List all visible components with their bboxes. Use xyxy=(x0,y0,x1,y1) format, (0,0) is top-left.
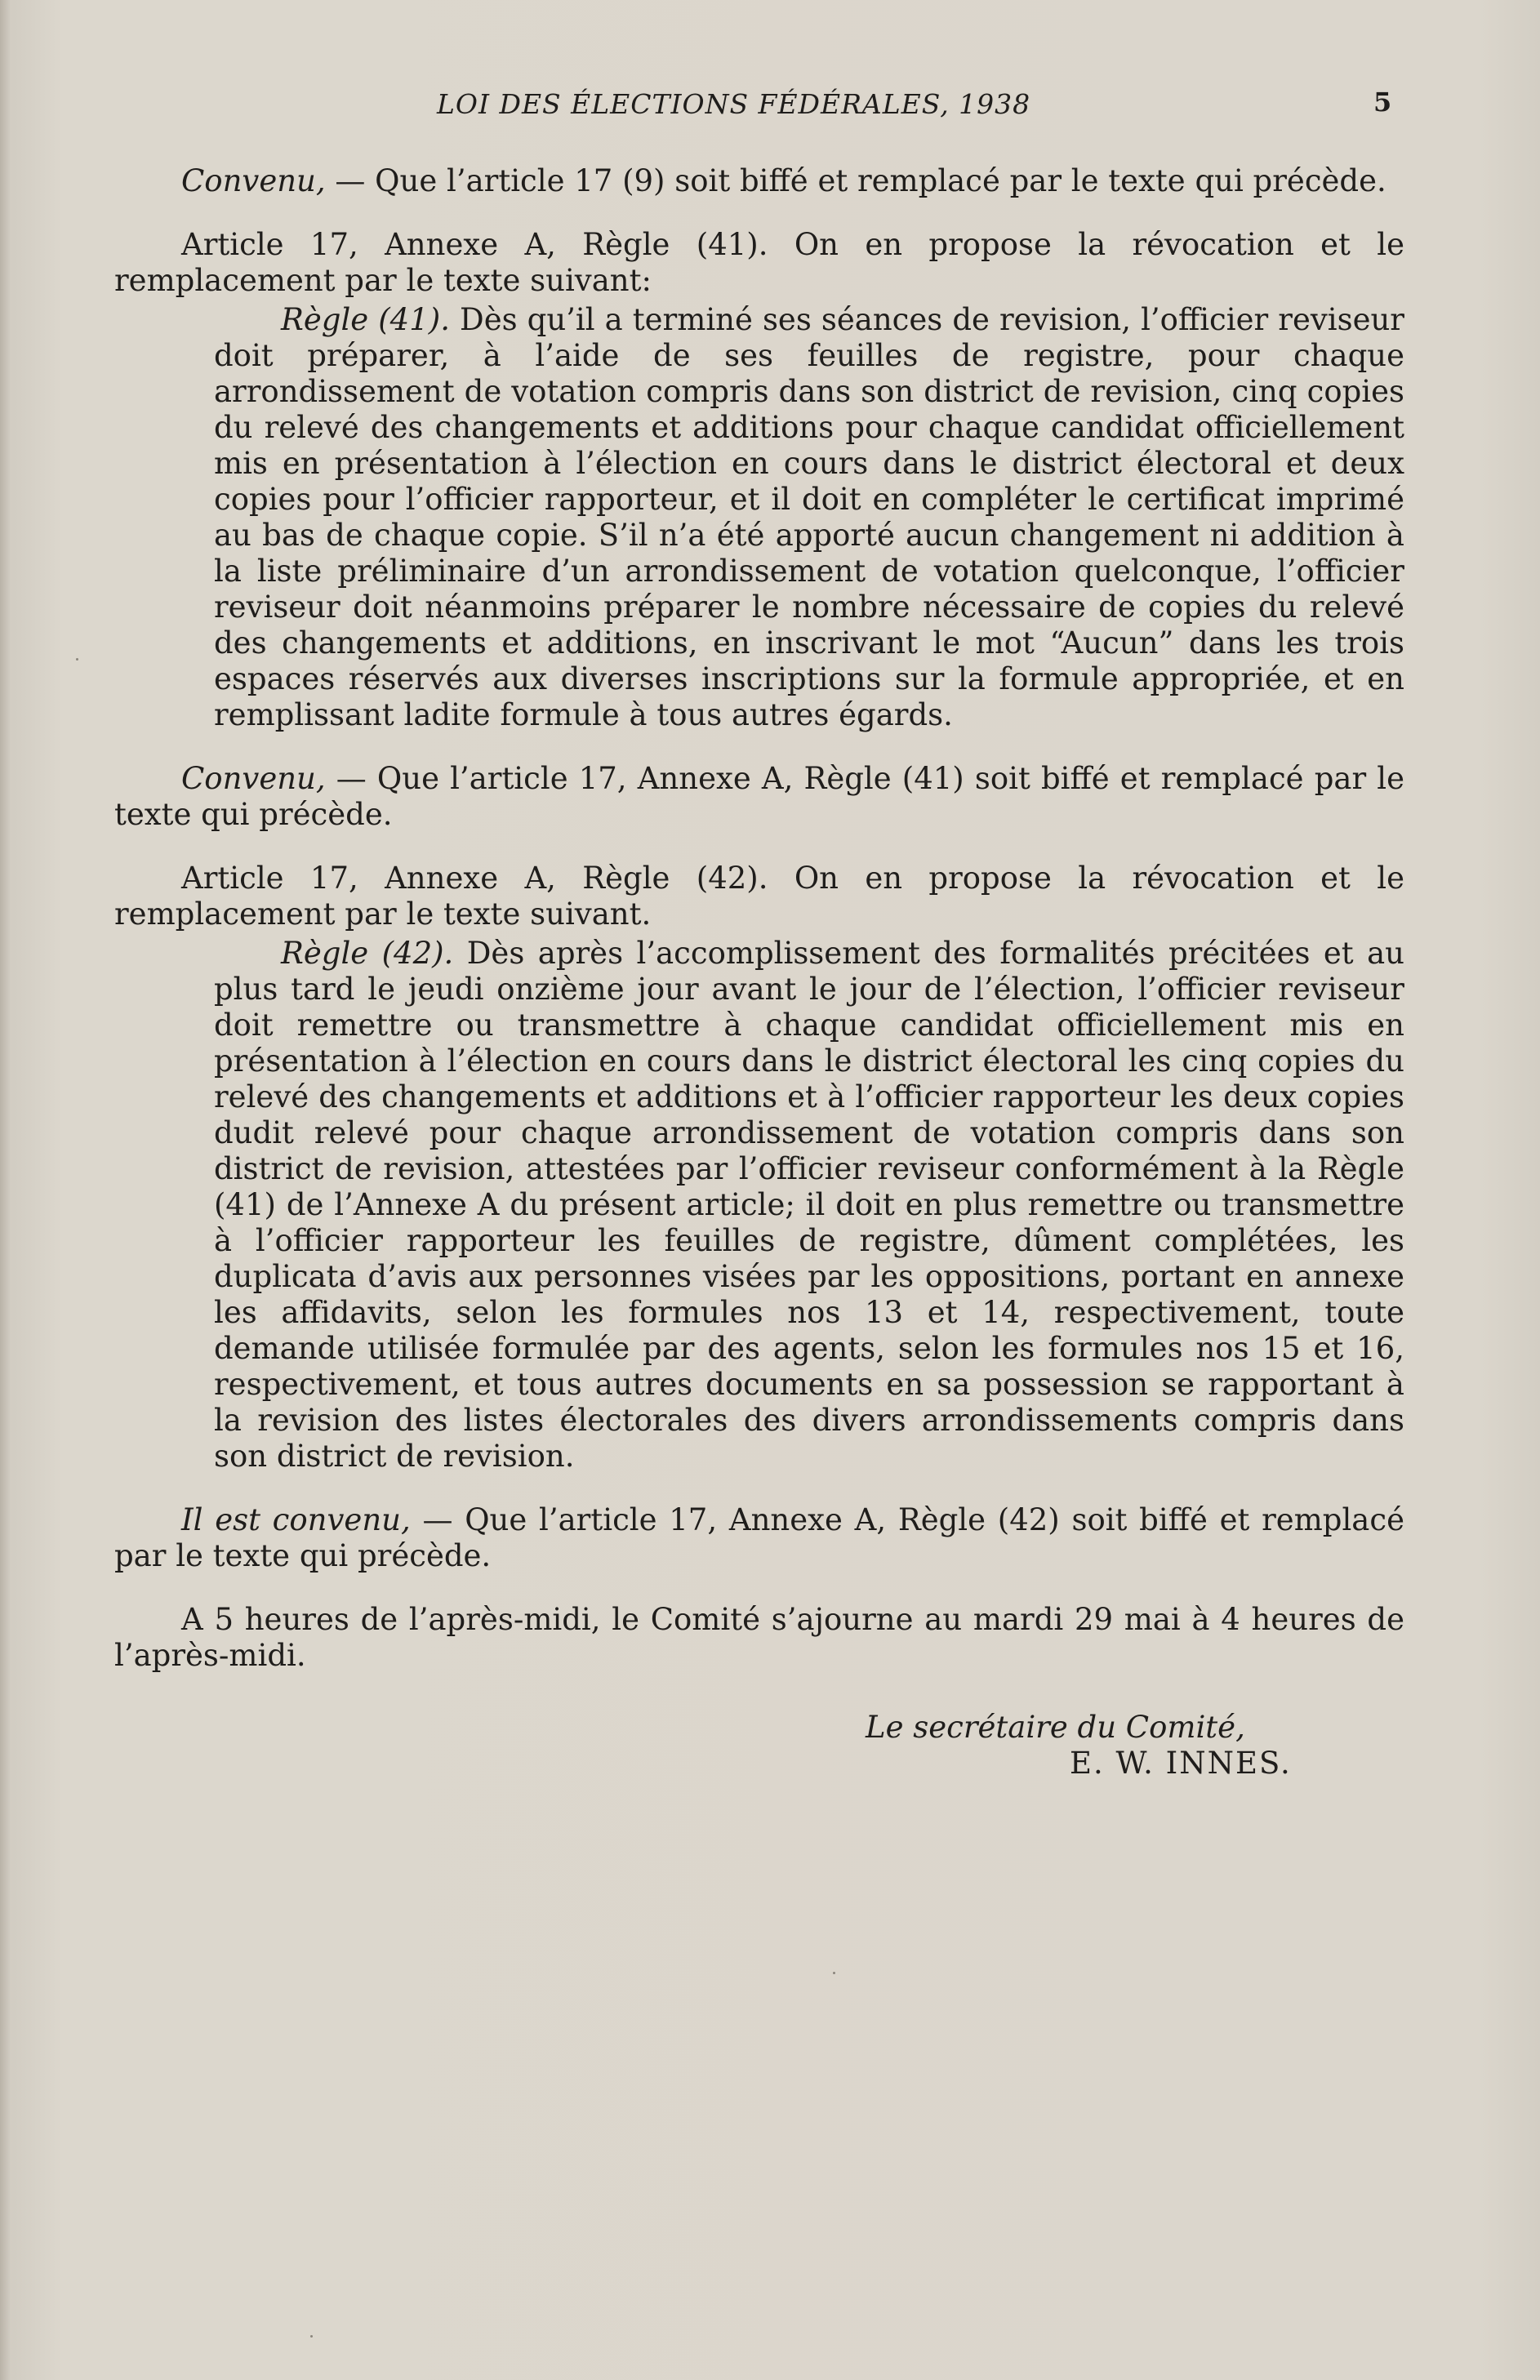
paragraph-convenu-rule-41 xyxy=(114,761,1404,833)
paragraph-text: — Que l’article 17, Annexe A, Règle (41) soit biffé et remplacé par le texte qui précède. xyxy=(114,761,1404,832)
convenu-label: Convenu, xyxy=(181,761,326,796)
header-title: LOI DES ÉLECTIONS FÉDÉRALES, 1938 xyxy=(437,88,1031,120)
paragraph-text: — Que l’article 17, Annexe A, Règle (42) soit biffé et remplacé par le texte qui précède. xyxy=(114,1502,1404,1573)
paper-speck xyxy=(76,658,78,661)
rule-41-block xyxy=(214,302,1404,733)
paragraph-text: Article 17, Annexe A, Règle (41). On en propose la révocation et le remplacement par le texte suivant: xyxy=(114,227,1404,298)
paragraph-adjournment xyxy=(114,1602,1404,1674)
paragraph-il-est-convenu xyxy=(114,1502,1404,1574)
paragraph-convenu-17-9 xyxy=(114,163,1404,199)
page-content xyxy=(114,163,1404,1782)
running-header xyxy=(0,88,1540,129)
paper-speck xyxy=(833,1972,835,1974)
rule-42-block xyxy=(214,936,1404,1475)
rule-41-text: Dès qu’il a terminé ses séances de revision, l’officier reviseur doit préparer, à l’aide de ses feuilles de registre, pour chaque arrondissement de votation compris dans son district de revision, cinq copies du relevé des changements et additions pour chaque candidat officiellement mis en présentation à l’élection en cours dans le district électoral et deux copies pour l’officier rapporteur, et il doit en compléter le certificat imprimé au bas de chaque copie. S’il n’a été apporté aucun changement ni addition à la liste préliminaire d’un arrondissement de votation quelconque, l’officier reviseur doit néanmoins préparer le nombre nécessaire de copies du relevé des changements et additions, en inscrivant le mot “Aucun” dans les trois espaces réservés aux diverses inscriptions sur la formule appropriée, et en remplissant ladite formule à tous autres égards. xyxy=(214,302,1404,732)
page-binding-edge xyxy=(0,0,11,2380)
paragraph-text: — Que l’article 17 (9) soit biffé et remplacé par le texte qui précède. xyxy=(325,163,1386,198)
signature-title: Le secrétaire du Comité, xyxy=(866,1710,1245,1745)
il-est-convenu-label: Il est convenu, xyxy=(181,1502,411,1537)
paragraph-article-17-rule-41 xyxy=(114,227,1404,299)
signature-block xyxy=(866,1710,1323,1782)
paragraph-text: Article 17, Annexe A, Règle (42). On en propose la révocation et le remplacement par le texte suivant. xyxy=(114,861,1404,932)
paragraph-text: A 5 heures de l’après-midi, le Comité s’ajourne au mardi 29 mai à 4 heures de l’après-midi. xyxy=(114,1602,1404,1673)
rule-42-text: Dès après l’accomplissement des formalités précitées et au plus tard le jeudi onzième jour avant le jour de l’élection, l’officier reviseur doit remettre ou transmettre à chaque candidat officiellement mis en présentation à l’élection en cours dans le district électoral les cinq copies du relevé des changements et additions et à l’officier rapporteur les deux copies dudit relevé pour chaque arrondissement de votation compris dans son district de revision, attestées par l’officier reviseur conformément à la Règle (41) de l’Annexe A du présent article; il doit en plus remettre ou transmettre à l’officier rapporteur les feuilles de registre, dûment complétées, les duplicata d’avis aux personnes visées par les oppositions, portant en annexe les affidavits, selon les formules nos 13 et 14, respectivement, toute demande utilisée formulée par des agents, selon les formules nos 15 et 16, respectivement, et tous autres documents en sa possession se rapportant à la revision des listes électorales des divers arrondissements compris dans son district de revision. xyxy=(214,936,1404,1474)
signature-name: E. W. INNES. xyxy=(1070,1746,1292,1781)
convenu-label: Convenu, xyxy=(181,163,326,198)
page-number: 5 xyxy=(1373,87,1392,118)
rule-42-label: Règle (42). xyxy=(281,936,454,971)
rule-41-label: Règle (41). xyxy=(281,302,450,337)
paragraph-article-17-rule-42 xyxy=(114,861,1404,932)
paper-speck xyxy=(310,2335,313,2338)
